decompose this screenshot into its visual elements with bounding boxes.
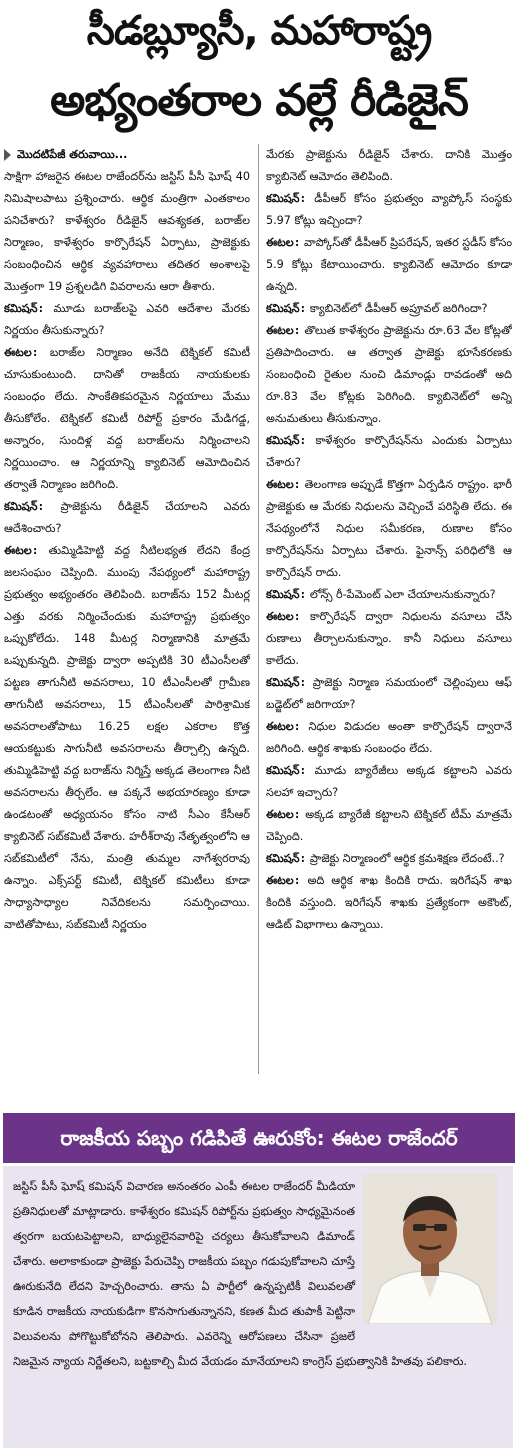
paragraph-text: మూడు బ్యారేజీలు అక్కడ కట్టాలని ఎవరు సలహా ఇచ్చారు? — [266, 764, 512, 799]
speaker-label: కమిషన్: — [266, 852, 307, 865]
sidebar-box — [3, 1166, 513, 1448]
article-columns — [4, 144, 514, 1074]
triangle-arrow-icon — [4, 149, 11, 161]
right_column-paragraph — [266, 232, 512, 298]
paragraph-text: మేరకు ప్రాజెక్టును రీడిజైన్ చేశారు. దానికి మొత్తం క్యాబినెట్ ఆమోదం తెలిపింది. — [266, 148, 512, 183]
right_column-paragraph — [266, 188, 512, 232]
sidebar-box-body — [13, 1174, 497, 1374]
speaker-label: ఈటల: — [266, 808, 301, 821]
right_column-paragraph — [266, 606, 512, 672]
column-divider — [258, 144, 259, 1074]
speaker-label: కమిషన్: — [4, 500, 45, 513]
right_column-paragraph — [266, 760, 512, 804]
right_column-paragraph — [266, 474, 512, 584]
kicker-text: మొదటిపేజీ తరువాయి... — [17, 148, 128, 161]
headline-line-2: అభ్యంతరాల వల్లే రీడిజైన్ — [50, 75, 468, 126]
left_column-paragraph — [4, 540, 250, 936]
paragraph-text: వాప్కోస్‌తో డీపీఆర్ ప్రిపరేషన్, ఇతర స్టడీస్ కోసం 5.9 కోట్లు కేటాయించారు. క్యాబినెట్ ఆమోదం కూడా ఉన్నది. — [266, 236, 512, 293]
speaker-label: ఈటల: — [266, 236, 301, 249]
paragraph-text: లోన్స్ రీ-పేమెంట్ ఎలా చేయాలనుకున్నారు? — [309, 588, 496, 601]
right_column-paragraph — [266, 672, 512, 716]
speaker-label: ఈటల: — [266, 610, 301, 623]
speaker-label: కమిషన్: — [266, 764, 307, 777]
paragraph-text: తెలంగాణ అప్పుడే కొత్తగా ఏర్పడిన రాష్ట్రం. భారీ ప్రాజెక్టుకు ఆ మేరకు నిధులను వెచ్చించే పరిస్థితి లేదు. ఈ నేపథ్యంలోనే నిధుల సమీకరణ, రుణాల కోసం కార్పొరేషన్‌ను ఏర్పాటు చేశారు. ఫైనాన్స్ పరిధిలోకి ఆ కార్పొరేషన్ రాదు. — [266, 478, 512, 579]
right_column-paragraph — [266, 144, 512, 188]
speaker-label: ఈటల: — [266, 324, 301, 337]
left_column-paragraph — [4, 342, 250, 496]
right_column-paragraph — [266, 804, 512, 848]
sidebar-box-text: జస్టిస్ పీసీ ఘోష్ కమిషన్ విచారణ అనంతరం ఎంపీ ఈటల రాజేందర్ మీడియా ప్రతినిధులతో మాట్లాడారు. కాళేశ్వరం కమిషన్ రిపోర్ట్‌ను ప్రభుత్వం సాధ్యమైనంత త్వరగా బయటపెట్టాలని, బాధ్యులైనవారిపై చర్యలు తీసుకోవాలని డిమాండ్ చేశారు. అలాకాకుండా ప్రాజెక్టు పేరుచెప్పి రాజకీయ పబ్బం గడుపుకోవాలని చూస్తే ఊరుకునేది లేదని హెచ్చరించారు. తాను ఏ పార్టీలో ఉన్నప్పటికీ విలువలతో కూడిన రాజకీయ నాయకుడిగా కొనసాగుతున్నానని, కణత మీద తుపాకీ పెట్టినా విలువలను పోగొట్టుకోబోనని తెలిపారు. ఎవరెన్ని ఆరోపణలు చేసినా ప్రజలే నిజమైన న్యాయ నిర్ణేతలని, బట్టకాల్చి మీద వేయడం మానేయాలని కాంగ్రెస్ ప్రభుత్వానికి హితవు పలికారు. — [13, 1180, 467, 1368]
paragraph-text: మూడు బరాజ్‌లపై ఎవరి ఆదేశాల మేరకు నిర్ణయం తీసుకున్నారు? — [4, 302, 250, 337]
article-right-column — [266, 144, 512, 1074]
headline-line-1: సీడబ్ల్యూసీ, మహారాష్ట్ర — [86, 8, 432, 54]
paragraph-text: అక్కడ బ్యారేజీ కట్టాలని టెక్నికల్ టీమ్ మాత్రమే చెప్పింది. — [266, 808, 512, 843]
paragraph-text: క్యాబినెట్‌లో డీపీఆర్ అప్రూవల్ జరిగిందా? — [309, 302, 488, 315]
right_column-paragraph — [266, 716, 512, 760]
speaker-label: ఈటల: — [266, 478, 301, 491]
left_column-paragraph — [4, 166, 250, 298]
paragraph-text: ప్రాజెక్టును రీడిజైన్ చేయాలని ఎవరు ఆదేశించారు? — [4, 500, 250, 535]
article-left-column — [4, 144, 250, 1074]
paragraph-text: ప్రాజెక్టు నిర్మాణ సమయంలో చెల్లింపులు ఆఫ్ బడ్జెట్‌లో జరిగాయా? — [266, 676, 512, 711]
speaker-label: కమిషన్: — [266, 588, 307, 601]
right_column-paragraph — [266, 298, 512, 320]
speaker-label: కమిషన్: — [4, 302, 45, 315]
paragraph-text: డీపీఆర్ కోసం ప్రభుత్వం వ్యాప్కోస్ సంస్థకు 5.97 కోట్లు ఇచ్చిందా? — [266, 192, 512, 227]
speaker-label: ఈటల: — [4, 346, 39, 359]
paragraph-text: తొలుత కాళేశ్వరం ప్రాజెక్టును రూ.63 వేల కోట్లతో ప్రతిపాదించారు. ఆ తర్వాత ప్రాజెక్టు భూసేకరణకు సంబంధించి రైతుల నుంచి డిమాండ్లు రావడంతో అది రూ.83 వేల కోట్లకు పెరిగింది. క్యాబినెట్‌లో అన్ని అనుమతులు తీసుకున్నాం. — [266, 324, 512, 425]
right_column-paragraph — [266, 848, 512, 870]
right_column-paragraph — [266, 584, 512, 606]
left_column-paragraph — [4, 496, 250, 540]
right_column-paragraph — [266, 870, 512, 936]
person-photo-icon — [363, 1174, 497, 1324]
paragraph-text: సాక్షిగా హాజరైన ఈటల రాజేందర్‌ను జస్టిస్ పీసీ ఘోష్ 40 నిమిషాలపాటు ప్రశ్నించారు. ఆర్థిక మంత్రిగా ఎంతకాలం పనిచేశారు? కాళేశ్వరం రీడిజైన్ ఆవశ్యకత, బరాజ్‌ల నిర్మాణం, కాళేశ్వరం కార్పొరేషన్ ఏర్పాటు, ప్రాజెక్టుకు సంబంధించిన ఆర్థిక వ్యవహారాలు తదితర అంశాలపై మొత్తంగా 19 ప్రశ్నలడిగి వివరాలను ఆరా తీశారు. — [4, 170, 250, 293]
left_column-paragraph — [4, 298, 250, 342]
paragraph-text: అది ఆర్థిక శాఖ కిందికి రాదు. ఇరిగేషన్ శాఖ కిందికి వస్తుంది. ఇరిగేషన్ శాఖకు ప్రత్యేకంగా అకౌంట్, ఆడిట్ విభాగాలు ఉన్నాయి. — [266, 874, 512, 931]
sidebar-box-title: రాజకీయ పబ్బం గడిపితే ఊరుకోం: ఈటల రాజేందర్ — [3, 1113, 515, 1163]
paragraph-text: కార్పొరేషన్ ద్వారా నిధులను వసూలు చేసి రుణాలు తీర్చాలనుకున్నాం. కానీ నిధులు వసూలు కాలేదు. — [266, 610, 512, 667]
right_column-paragraph — [266, 430, 512, 474]
portrait-photo — [363, 1174, 497, 1324]
paragraph-text: బరాజ్‌ల నిర్మాణం అనేది టెక్నికల్ కమిటీ చూసుకుంటుంది. దానితో రాజకీయ నాయకులకు సంబంధం లేదు. సాంకేతికపరమైన నిర్ణయాలు మేము తీసుకోలేం. టెక్నికల్ కమిటీ రిపోర్ట్ ప్రకారం మేడిగడ్డ, అన్నారం, సుందిళ్ల వద్ద బరాజ్‌లను నిర్మించాలని నిర్ణయించాం. ఆ నిర్ణయాన్ని క్యాబినెట్ ఆమోదించిన తర్వాతే నిర్మాణం జరిగింది. — [4, 346, 250, 491]
paragraph-text: కాళేశ్వరం కార్పొరేషన్‌ను ఎందుకు ఏర్పాటు చేశారు? — [266, 434, 512, 469]
speaker-label: ఈటల: — [4, 544, 39, 557]
speaker-label: కమిషన్: — [266, 302, 307, 315]
paragraph-text: ప్రాజెక్టు నిర్మాణంలో ఆర్థిక క్రమశిక్షణ లేదంటే..? — [309, 852, 505, 865]
kicker — [4, 144, 250, 166]
paragraph-text: నిధుల విడుదల అంతా కార్పొరేషన్ ద్వారానే జరిగింది. ఆర్థిక శాఖకు సంబంధం లేదు. — [266, 720, 512, 755]
speaker-label: ఈటల: — [266, 874, 301, 887]
paragraph-text: తుమ్మిడిహెట్టి వద్ద నీటిలభ్యత లేదని కేంద్ర జలసంఘం చెప్పింది. ముంపు నేపథ్యంలో మహారాష్ట్ర ప్రభుత్వం అభ్యంతరం తెలిపింది. బరాజ్‌ను 152 మీటర్ల ఎత్తు వరకు నిర్మించేందుకు మహారాష్ట్ర ప్రభుత్వం ఒప్పుకోలేదు. 148 మీటర్ల నిర్మాణానికి మాత్రమే ఒప్పుకున్నది. ప్రాజెక్టు ద్వారా అప్పటికి 30 టీఎంసీలతో పట్టణ తాగునీటి అవసరాలు, 10 టీఎంసీలతో గ్రామీణ తాగునీటి అవసరాలు, 15 టీఎంసీలతో పారిశ్రామిక అవసరాలతోపాటు 16.25 లక్షల ఎకరాల కొత్త ఆయకట్టుకు సాగునీటి అవసరాలను తీర్చాల్సి ఉన్నది. తుమ్మిడిహెట్టి వద్ద బరాజ్‌ను నిర్మిస్తే అక్కడ తెలంగాణ నీటి అవసరాలను తీర్చలేం. ఆ పక్కనే అభయారణ్యం కూడా ఉండటంతో అధ్యయనం కోసం నాటి సీఎం కేసీఆర్ క్యాబినెట్ సబ్‌కమిటీ వేశారు. హరీశ్‌రావు నేతృత్వంలోని ఆ సబ్‌కమిటీలో నేను, మంత్రి తుమ్మల నాగేశ్వరరావు ఉన్నాం. ఎక్స్‌పర్ట్ కమిటీ, టెక్నికల్ కమిటీలు కూడా సాధ్యాసాధ్యాల నివేదికలను సమర్పించాయి. వాటితోపాటు, సబ్‌కమిటీ నిర్ణయం — [4, 544, 250, 931]
speaker-label: కమిషన్: — [266, 434, 307, 447]
speaker-label: కమిషన్: — [266, 676, 307, 689]
right_column-paragraph — [266, 320, 512, 430]
speaker-label: ఈటల: — [266, 720, 301, 733]
speaker-label: కమిషన్: — [266, 192, 307, 205]
